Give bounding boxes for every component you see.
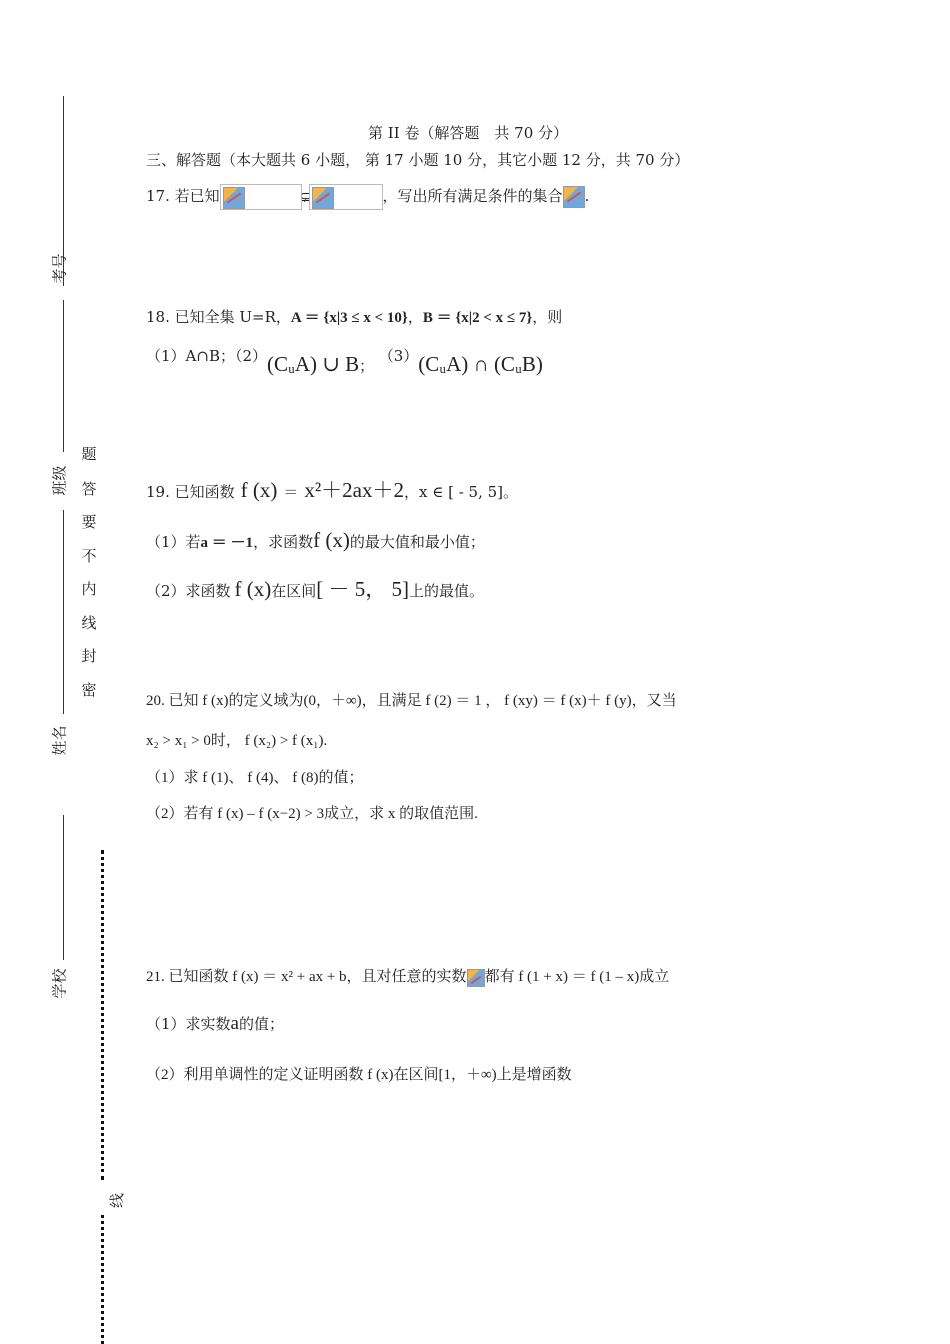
q19-p2-b: 在区间: [271, 582, 317, 600]
warning-char-2: 答: [81, 480, 97, 498]
q19-p1-c: 的最大值和最小值；: [349, 533, 485, 551]
q17-relation: ⊊: [299, 190, 311, 205]
question-18-parts: [146, 349, 543, 381]
q18-sep: ，: [407, 308, 423, 326]
q17-tail: ，写出所有满足条件的集合: [382, 187, 563, 205]
q18-part1: （1）A∩B；（2）: [146, 347, 268, 365]
label-xuexiao: 学校: [50, 968, 69, 999]
warning-char-1: 题: [81, 445, 97, 463]
question-20-part1: （1）求 f (1)、 f (4)、 f (8)的值；: [146, 770, 364, 786]
section-heading: 三、解答题（本大题共 6 小题， 第 17 小题 10 分，其它小题 12 分，共 70 分）: [146, 151, 690, 169]
warning-char-4: 不: [81, 547, 97, 565]
q17-formula-box-2: [309, 184, 383, 210]
dotted-cut-line-lower: [101, 1215, 104, 1344]
q19-p2-interval: [ － 5， 5]: [316, 577, 410, 601]
q19-p2-fx: f (x): [234, 577, 272, 601]
question-17: [146, 184, 589, 210]
margin-line-xingming-xuexiao: [63, 815, 64, 960]
q18-semicolon: ；: [359, 357, 375, 375]
q19-p1-cond: a ＝ －1: [200, 535, 254, 551]
q18-expr3: (CᵤA) ∩ (CᵤB): [418, 352, 543, 376]
warning-char-3: 要: [81, 513, 97, 531]
question-19-part1: [146, 526, 485, 557]
part-title: 第 II 卷（解答题 共 70 分）: [368, 124, 569, 142]
margin-line-kaohao-banji: [63, 300, 64, 452]
q21-lead: 21. 已知函数 f (x) ＝ x² + ax + b，且对任意的实数: [146, 969, 467, 985]
question-20-line2: x₂ > x₁ > 0时， f (x₂) > f (x₁).: [146, 733, 328, 749]
image-placeholder-icon: [312, 187, 334, 209]
q18-set-a: A ＝ {x|3 ≤ x < 10}: [290, 310, 408, 326]
label-xingming: 姓名: [50, 725, 69, 756]
q19-eq: ＝: [283, 483, 299, 501]
q19-p2-a: （2）求函数: [146, 582, 231, 600]
margin-line-banji-xingming: [63, 510, 64, 714]
warning-char-7: 封: [81, 647, 97, 665]
image-placeholder-icon: [467, 969, 485, 987]
question-21-part1: [146, 1014, 284, 1034]
question-21-part2: （2）利用单调性的定义证明函数 f (x)在区间[1，＋∞)上是增函数: [146, 1067, 572, 1083]
question-21: [146, 967, 669, 987]
q19-rhs: x²＋2ax＋2: [304, 478, 404, 502]
label-xian: 线: [108, 1192, 127, 1209]
q18-part3: （3）: [386, 347, 419, 365]
question-20-part2: （2）若有 f (x) – f (x−2) > 3成立，求 x 的取值范围.: [146, 806, 478, 822]
dotted-cut-line-upper: [101, 850, 104, 1180]
warning-char-5: 内: [81, 580, 97, 598]
q17-formula-box-1: [220, 184, 302, 210]
image-placeholder-icon: [223, 187, 245, 209]
label-banji: 班级: [50, 465, 69, 496]
q19-p2-c: 上的最值。: [409, 582, 485, 600]
question-18: [146, 307, 562, 328]
question-20-line1: 20. 已知 f (x)的定义域为(0，＋∞)，且满足 f (2) ＝ 1 ， f (xy) ＝ f (x)＋ f (y)，又当: [146, 693, 677, 709]
image-placeholder-icon: [563, 186, 585, 208]
label-kaohao: 考号: [50, 253, 69, 284]
q19-domain: ，x ∈ [ - 5, 5]。: [404, 483, 519, 501]
q21-p1-var: a: [230, 1013, 239, 1034]
q19-p1-b: ，求函数: [253, 533, 314, 551]
q18-tail: ，则: [532, 308, 563, 326]
q19-fx: f (x): [240, 478, 278, 502]
q21-p1-b: 的值；: [238, 1015, 284, 1033]
q18-expr2: (CᵤA) ∪ B: [267, 352, 360, 376]
question-19: [146, 476, 518, 506]
q17-end: .: [584, 187, 590, 205]
q18-set-b: B ＝ {x|2 < x ≤ 7}: [422, 310, 533, 326]
q18-lead: 18. 已知全集 U=R，: [146, 308, 291, 326]
warning-char-6: 线: [81, 614, 97, 632]
warning-char-8: 密: [81, 681, 97, 699]
q21-p1-a: （1）求实数: [146, 1015, 231, 1033]
q19-lead: 19. 已知函数: [146, 483, 235, 501]
question-19-part2: [146, 575, 484, 605]
q17-lead: 17. 若已知: [146, 187, 220, 205]
q19-p1-a: （1）若: [146, 533, 201, 551]
q19-p1-fx: f (x): [313, 528, 350, 552]
q21-tail: 都有 f (1 + x) ＝ f (1 – x)成立: [484, 969, 670, 985]
